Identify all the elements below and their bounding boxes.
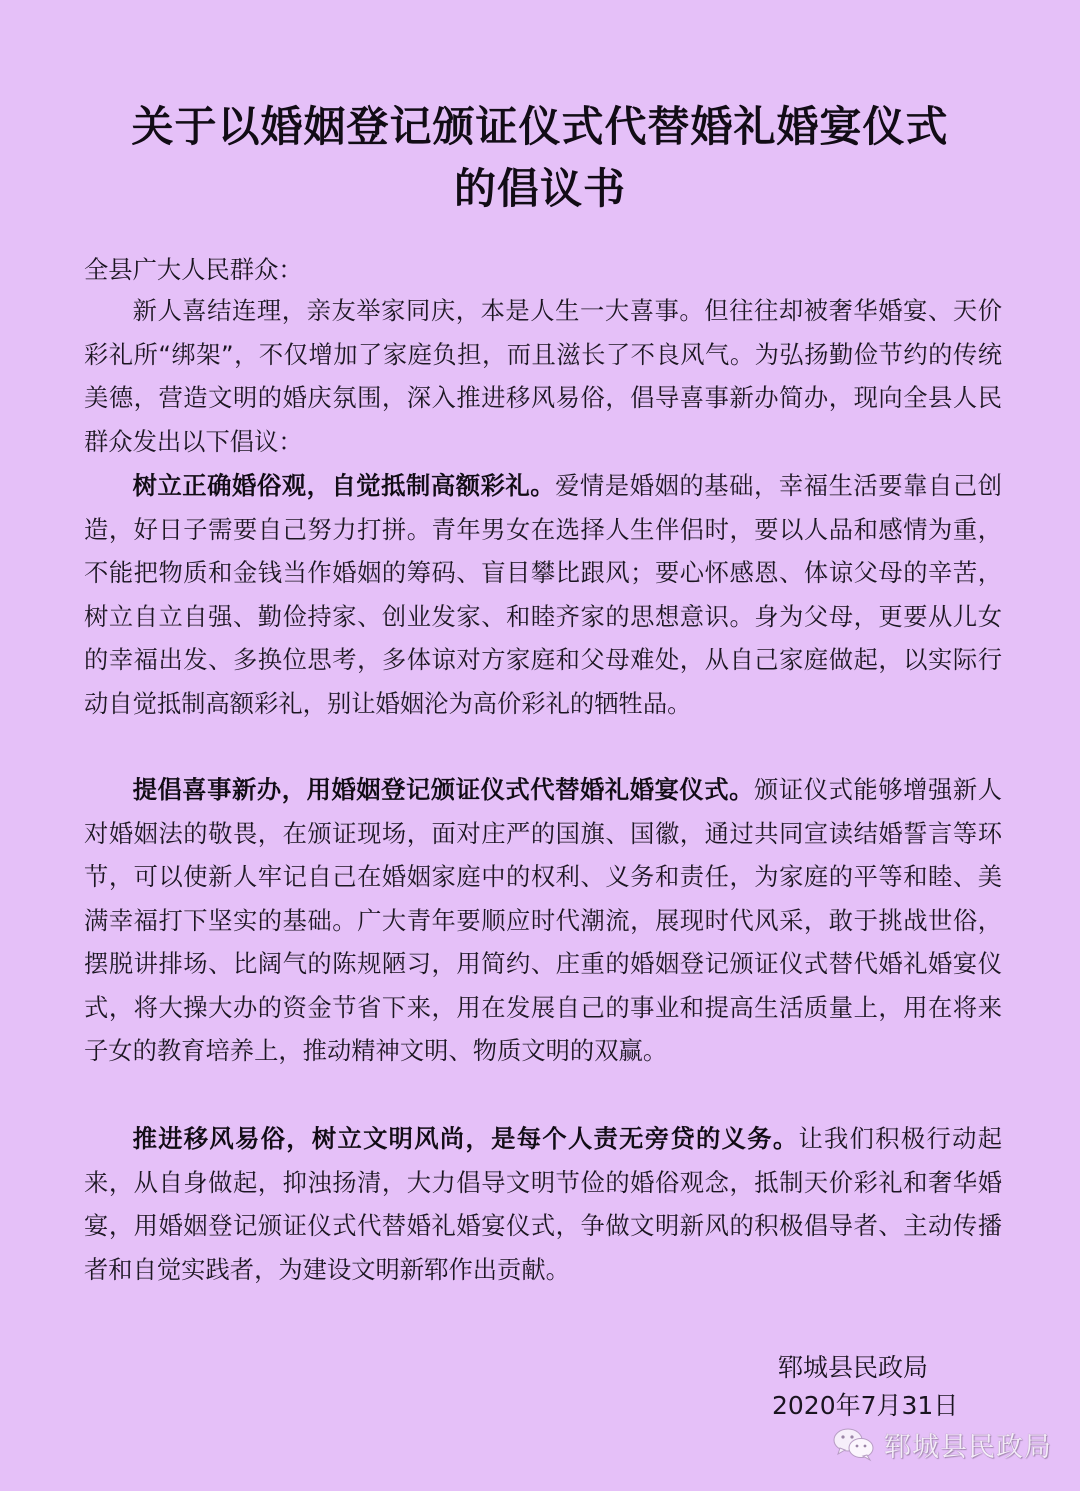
- paragraph-ceremony: [84, 768, 1002, 1073]
- paragraph-lead: 树立正确婚俗观，自觉抵制高额彩礼。: [132, 471, 556, 500]
- signature-organization: 郓城县民政局: [778, 1353, 929, 1382]
- paragraph-lead: 提倡喜事新办，用婚姻登记颁证仪式代替婚礼婚宴仪式。: [132, 775, 754, 804]
- paragraph-text: 新人喜结连理，亲友举家同庆，本是人生一大喜事。但往往却被奢华婚宴、天价彩礼所“绑架”，不仅增加了家庭负担，而且滋长了不良风气。为弘扬勤俭节约的传统美德，营造文明的婚庆氛围，深入推进移风易俗，倡导喜事新办简办，现向全县人民群众发出以下倡议：: [84, 296, 1002, 456]
- paragraph-text: 爱情是婚姻的基础，幸福生活要靠自己创造，好日子需要自己努力打拼。青年男女在选择人生伴侣时，要以人品和感情为重，不能把物质和金钱当作婚姻的筹码、盲目攀比跟风；要心怀感恩、体谅父母的辛苦，树立自立自强、勤俭持家、创业发家、和睦齐家的思想意识。身为父母，更要从儿女的幸福出发、多换位思考，多体谅对方家庭和父母难处，从自己家庭做起，以实际行动自觉抵制高额彩礼，别让婚姻沦为高价彩礼的牺牲品。: [84, 471, 1003, 718]
- salutation: 全县广大人民群众：: [84, 255, 303, 284]
- document-title-line-2: 的倡议书: [453, 164, 626, 213]
- signature-date: 2020年7月31日: [772, 1391, 959, 1420]
- paragraph-lead: 推进移风易俗，树立文明风尚，是每个人责无旁贷的义务。: [132, 1124, 799, 1153]
- watermark-text: 郓城县民政局: [884, 1431, 1052, 1463]
- paragraph-text: 颁证仪式能够增强新人对婚姻法的敬畏，在颁证现场，面对庄严的国旗、国徽，通过共同宣读结婚誓言等环节，可以使新人牢记自己在婚姻家庭中的权利、义务和责任，为家庭的平等和睦、美满幸福打下坚实的基础。广大青年要顺应时代潮流，展现时代风采，敢于挑战世俗，摆脱讲排场、比阔气的陈规陋习，用简约、庄重的婚姻登记颁证仪式替代婚礼婚宴仪式，将大操大办的资金节省下来，用在发展自己的事业和提高生活质量上，用在将来子女的教育培养上，推动精神文明、物质文明的双赢。: [84, 775, 1003, 1065]
- wechat-icon: [832, 1426, 876, 1462]
- document-title-line-1: 关于以婚姻登记颁证仪式代替婚礼婚宴仪式: [131, 102, 949, 151]
- paragraph-customs: [84, 1117, 1002, 1291]
- paragraph-text: 让我们积极行动起来，从自身做起，抑浊扬清，大力倡导文明节俭的婚俗观念，抵制天价彩礼和奢华婚宴，用婚姻登记颁证仪式代替婚礼婚宴仪式，争做文明新风的积极倡导者、主动传播者和自觉实践者，为建设文明新郓作出贡献。: [84, 1124, 1002, 1284]
- paragraph-bride-price: [84, 464, 1002, 725]
- paragraph-intro: [84, 289, 1002, 463]
- wechat-watermark: [832, 1424, 1052, 1464]
